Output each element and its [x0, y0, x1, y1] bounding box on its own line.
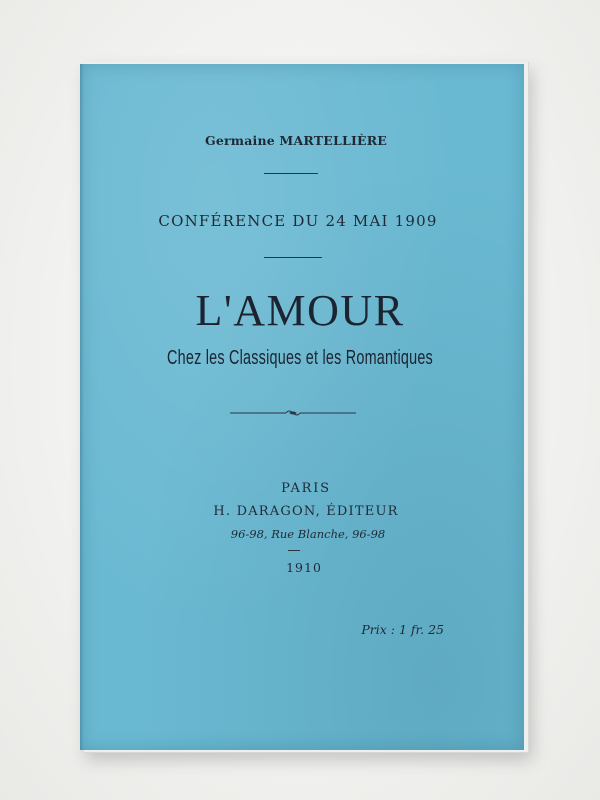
publisher-address: 96-98, Rue Blanche, 96-98	[230, 527, 386, 541]
conference-date: CONFÉRENCE DU 24 MAI 1909	[158, 212, 438, 230]
author-name: Germaine MARTELLIÈRE	[204, 133, 388, 148]
book-title: L'AMOUR	[195, 286, 405, 335]
book-subtitle: Chez les Classiques et les Romantiques	[167, 347, 433, 369]
price-label: Prix : 1 fr. 25	[361, 622, 444, 637]
ornamental-divider	[230, 408, 356, 418]
divider-rule-1	[264, 173, 318, 174]
publisher-name: H. DARAGON, ÉDITEUR	[213, 504, 399, 519]
publication-year: 1910	[286, 560, 322, 575]
publication-place: PARIS	[281, 481, 331, 496]
book-cover	[80, 64, 524, 750]
divider-rule-3	[288, 550, 300, 551]
divider-rule-2	[264, 257, 322, 258]
